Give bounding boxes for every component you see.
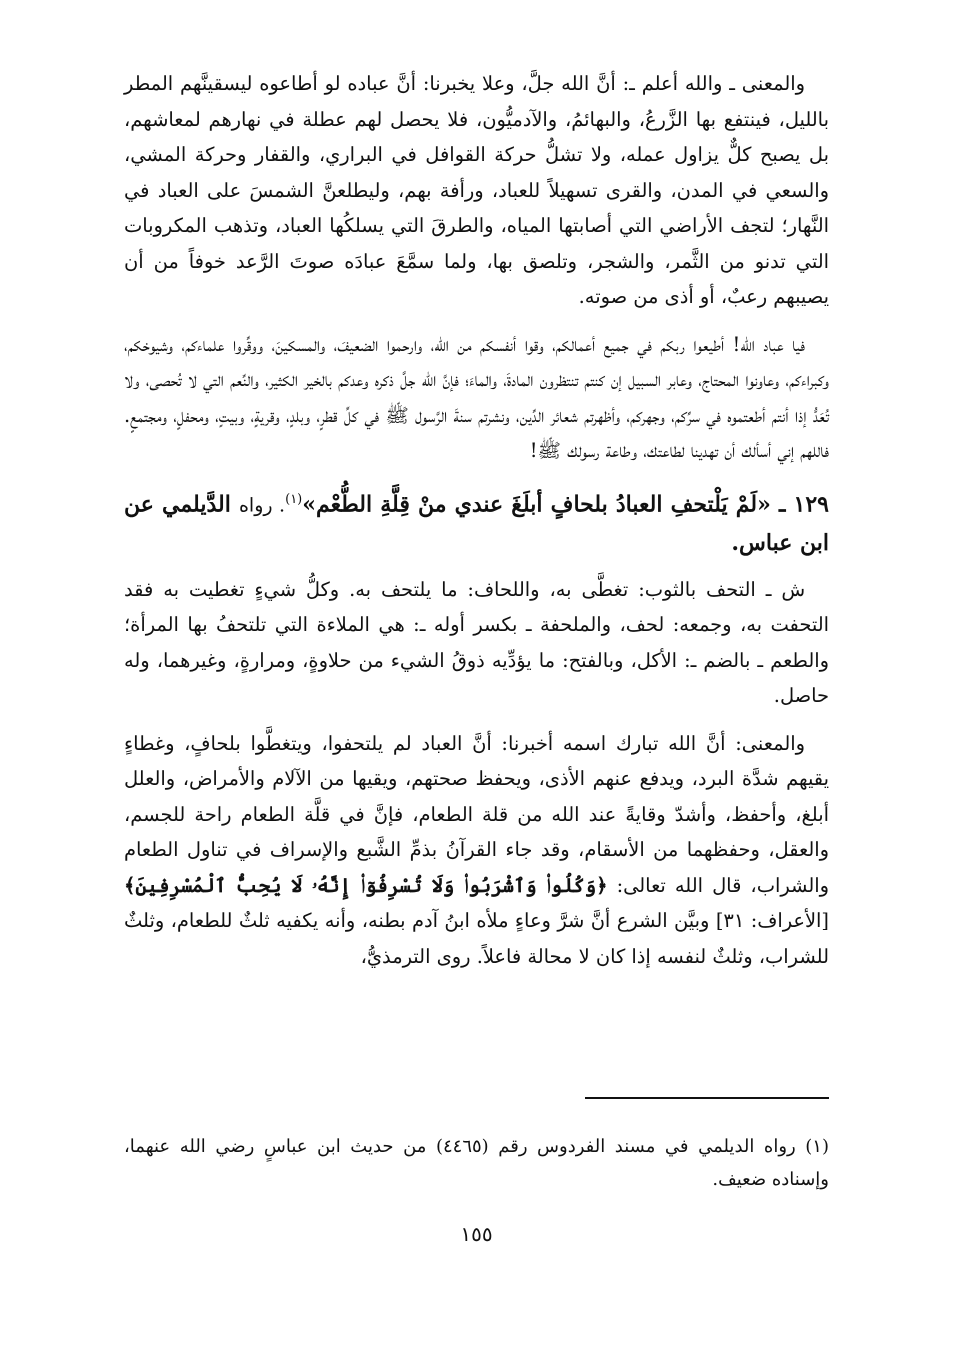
paragraph-meaning <box>124 726 829 975</box>
hadith-narrator: الدَّيلمي عن ابن عباس. <box>124 490 829 556</box>
hadith-text: «لَمْ يَلْتحفِ العبادُ بلحافٍ أبلَغَ عندي منْ قِلَّةِ الطُّعْم» <box>302 490 771 517</box>
main-text <box>124 66 829 986</box>
paragraph-exhortation: فيا عباد الله! أطيعوا ربكم في جميع أعمالكم، وقوا أنفسكم من الله، وارحموا الضعيفَ، والمسكينَ، ووقِّروا علماءكم، وشيوخكم، وكبراءكم، وعاونوا المحتاج، وعابر السبيل إن كنتم تنتظرون المادةَ، والماءَ؛ فإنَّ الله جلَّ ذكره وعدكم بالخير الكثير، والنِّعم التي لا تُحصى، ولا تُعَدُّ إذا أنتم أطعتموه في سرِّكم، وجهركم، وأظهرتم شعائر الدِّين، ونشرتم سنةَ الرَّسول ﷺ في كلِّ قطرٍ، وبلدٍ، وقريةٍ، وبيتٍ، ومحفلٍ، ومجتمعٍ. فاللهم إني أسألك أن تهدينا لطاعتك، وطاعة رسولك ﷺ! <box>124 332 829 462</box>
meaning-text-1: والمعنى: أنَّ الله تبارك اسمه أخبرنا: أنَّ العباد لم يلتحفوا، ويتغطَّوا بلحافٍ، وغطاءٍ يقيهم شدَّة البرد، ويدفع عنهم الأذى، ويحفظ صحتهم، ويقيها من الآلام والأمراض، والعلل أبلغ، وأحفظ، وأشدّ وقايةً عند الله من قلة الطعام، فإنَّ في قلَّة الطعام راحة للجسم، والعقل، وحفظهما من الأسقام، وقد جاء القرآنُ بذمِّ الشَّبع والإسراف في تناول الطعام والشراب، قال الله تعالى: <box>124 731 829 897</box>
paragraph-commentary-1: والمعنى ـ والله أعلم ـ: أنَّ الله جلَّ، وعلا يخبرنا: أنَّ عباده لو أطاعوه ليسقينَّهم المطر بالليل، فينتفع بها الزَّرعُ، والبهائمُ، والآدميُّون، فلا يحصل لهم عطلة في نهارهم لمعاشهم، بل يصبح كلٌّ يزاول عمله، ولا تشلُّ حركة القوافل في البراري، والقفار وحركة المشي، والسعي في المدن، والقرى تسهيلاً للعباد، ورأفة بهم، وليطلعنَّ الشمسَ على العباد في النَّهار؛ لتجف الأراضي التي أصابتها المياه، والطرقَ التي يسلكُها العباد، وتذهب المكروبات التي تدنو من الثَّمر، والشجر، وتلصق بها، ولما سمَّعَ عبادَه صوتَ الرَّعد خوفاً من أن يصيبهم رعبٌ، أو أذى من صوته. <box>124 72 829 308</box>
meaning-text-2: [الأعراف: ٣١] وبيَّن الشرع أنَّ شرَّ وعاءٍ ملأه ابنُ آدم بطنه، وأنه يكفيه ثلثٌ للطعام، وثلثٌ للشراب، وثلثٌ لنفسه إذا كان لا محالة فاعلاً. روى الترمذيُّ، <box>124 909 829 968</box>
footnote: (١) رواه الديلمي في مسند الفردوس رقم (٤٤٦٥) من حديث ابن عباسٍ رضي الله عنهما، وإسناده ضعيف. <box>124 1136 829 1190</box>
page-number: ١٥٥ <box>460 1222 493 1246</box>
footnote-divider <box>585 1097 829 1099</box>
hadith-heading <box>124 481 829 562</box>
footnote-marker[interactable]: (١) <box>285 491 303 507</box>
hadith-narration-lead: . رواه <box>238 493 286 516</box>
paragraph-vocabulary: ش ـ التحف بالثوب: تغطَّى به، واللحاف: ما يلتحف به. وكلُّ شيءٍ تغطيت به فقد التحفت به، وجمعه: لحف، والملحفة ـ بكسر أوله ـ: هي الملاءة التي تلتحفُ بها المرأة؛ والطعم ـ بالضم ـ: الأكل، وبالفتح: ما يؤدِّيه ذوقُ الشيء من حلاوةٍ، ومرارةٍ، وغيرهما، وله حاصل. <box>124 577 829 708</box>
hadith-number: ١٢٩ ـ <box>778 490 829 517</box>
quran-verse: ﴿وَكُلُوا۟ وَٱشْرَبُوا۟ وَلَا تُسْرِفُوٓا۟ إِنَّهُۥ لَا يُحِبُّ ٱلْمُسْرِفِينَ﴾ <box>124 873 608 897</box>
